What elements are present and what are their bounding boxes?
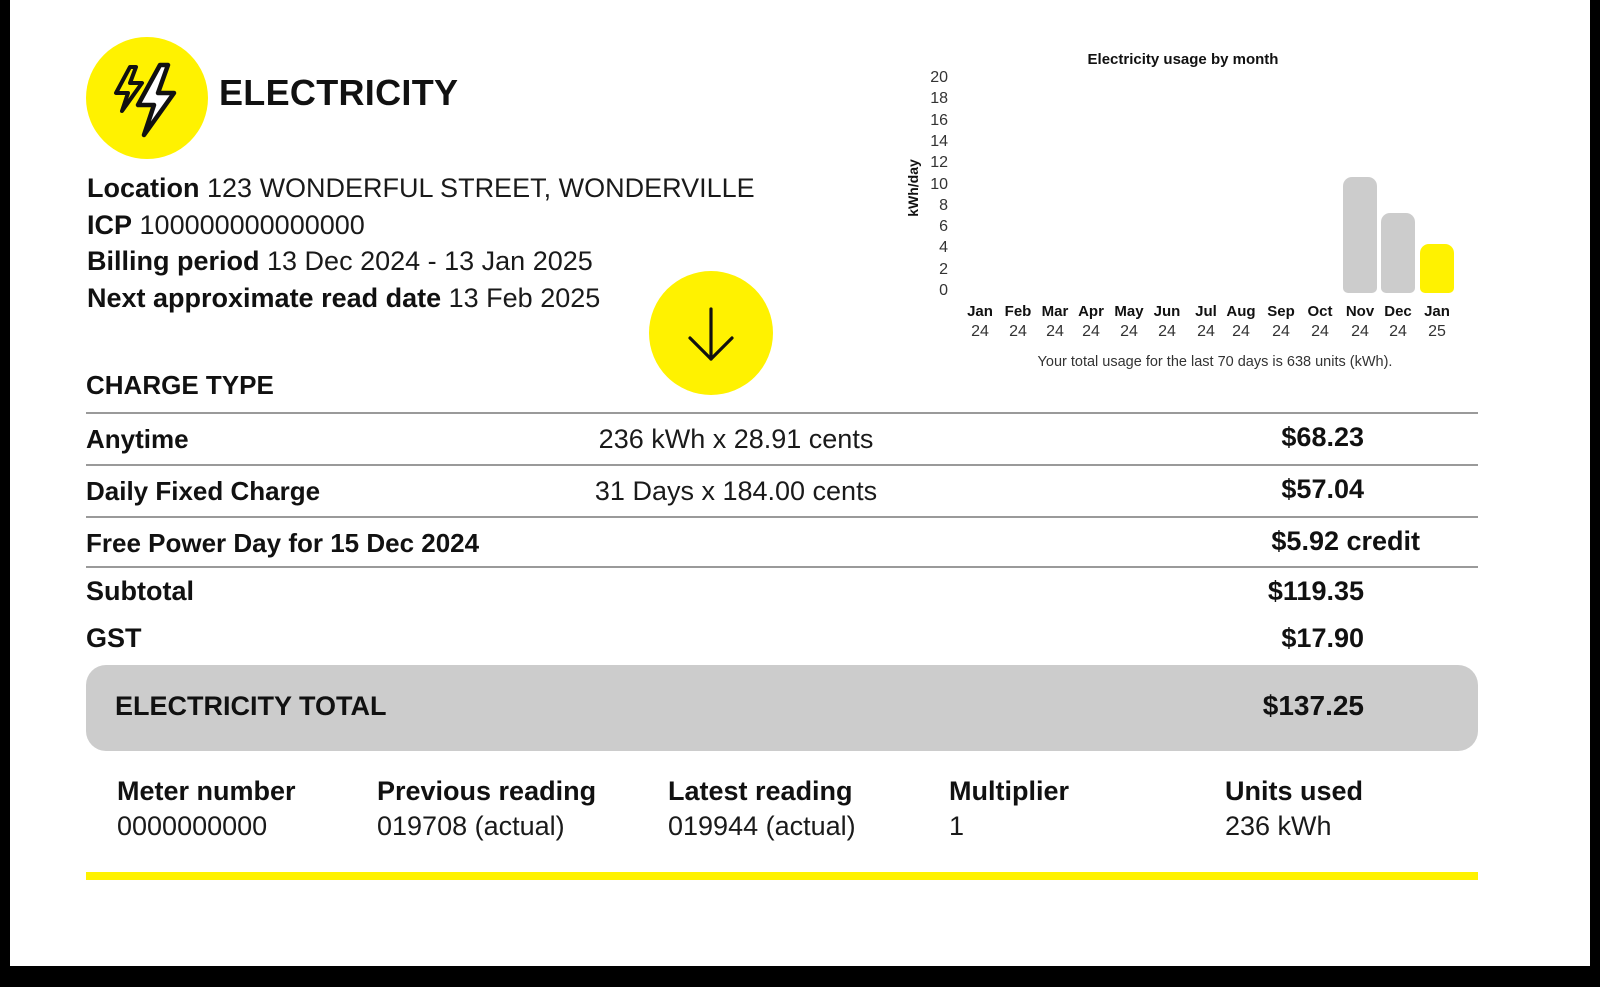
- y-tick: 2: [939, 260, 948, 278]
- electricity-logo: [86, 37, 208, 159]
- meter-value: 0000000000: [117, 811, 268, 841]
- charge-name: Daily Fixed Charge: [86, 476, 321, 506]
- meter-value: 019708 (actual): [377, 811, 565, 841]
- total-amount: $137.25: [1262, 690, 1364, 721]
- x-tick-label: Nov 24: [1345, 303, 1375, 340]
- charge-row-anytime: [86, 412, 1478, 464]
- charge-name: Free Power Day for 15 Dec 2024: [86, 528, 480, 558]
- usage-summary-note: Your total usage for the last 70 days is 638 units (kWh).: [1037, 354, 1393, 370]
- electricity-total-bar: [86, 665, 1478, 751]
- x-tick-label: Jul 24: [1195, 303, 1217, 340]
- detail-label: Billing period: [87, 246, 260, 277]
- charge-amount: $68.23: [1281, 422, 1364, 452]
- detail-label: Location: [87, 173, 200, 203]
- gst-row: [86, 615, 1478, 662]
- y-tick: 8: [939, 196, 948, 214]
- x-tick-label: Apr 24: [1078, 303, 1104, 340]
- section-divider: [86, 872, 1478, 880]
- y-tick: 6: [939, 218, 948, 236]
- detail-label: Next approximate read date: [87, 283, 442, 314]
- detail-icp: [87, 207, 755, 244]
- multiplier: [949, 776, 1069, 842]
- charge-calc: 31 Days x 184.00 cents: [594, 476, 878, 506]
- charge-amount: $57.04: [1281, 474, 1364, 504]
- previous-reading: [377, 776, 596, 842]
- x-tick-label: Jan 25: [1424, 303, 1450, 340]
- meter-readings: [117, 776, 1417, 856]
- charge-row-daily-fixed: [86, 464, 1478, 516]
- charge-name: Anytime: [86, 424, 189, 454]
- meter-label: Multiplier: [949, 776, 1069, 806]
- meter-label: Meter number: [117, 776, 296, 806]
- charge-amount: $5.92 credit: [1271, 526, 1420, 556]
- y-tick: 18: [930, 90, 948, 108]
- subtotal-row: [86, 568, 1478, 615]
- y-tick: 16: [930, 111, 948, 129]
- electricity-bill-section: [10, 0, 1590, 966]
- lightning-bolt-icon: [108, 61, 188, 139]
- usage-chart: [880, 40, 1480, 380]
- detail-value: 100000000000000: [139, 209, 365, 240]
- meter-number: [117, 776, 296, 842]
- total-label: ELECTRICITY TOTAL: [115, 691, 387, 721]
- account-details: [87, 170, 755, 317]
- meter-value: 019944 (actual): [668, 811, 856, 841]
- x-tick-label: Jun 24: [1153, 303, 1181, 340]
- meter-label: Previous reading: [377, 776, 597, 806]
- subtotal-amount: $119.35: [1267, 576, 1364, 606]
- section-title: ELECTRICITY: [219, 72, 459, 113]
- gst-amount: $17.90: [1281, 623, 1364, 653]
- x-axis-labels: [960, 302, 1460, 346]
- y-tick: 0: [939, 282, 948, 299]
- detail-value: 123 WONDERFUL STREET, WONDERVILLE: [207, 173, 755, 203]
- charges-header: CHARGE TYPE: [86, 370, 274, 400]
- arrow-down-icon: [683, 307, 739, 363]
- detail-location: [87, 170, 755, 207]
- gst-label: GST: [86, 623, 142, 653]
- meter-value: 236 kWh: [1225, 811, 1332, 841]
- charge-calc: 236 kWh x 28.91 cents: [598, 424, 874, 454]
- latest-reading: [668, 776, 856, 842]
- x-tick-label: Dec 24: [1384, 303, 1412, 340]
- y-axis-label: kWh/day: [905, 159, 921, 217]
- usage-bar: [1381, 213, 1415, 293]
- charge-row-free-power-day: [86, 516, 1478, 568]
- subtotal-label: Subtotal: [86, 576, 194, 606]
- x-tick-label: Oct 24: [1307, 303, 1333, 340]
- meter-label: Latest reading: [668, 776, 853, 806]
- x-tick-label: Sep 24: [1267, 303, 1295, 340]
- x-tick-label: Mar 24: [1041, 303, 1069, 340]
- x-tick-label: Feb 24: [1004, 303, 1032, 340]
- charges-table: [86, 366, 1478, 662]
- detail-label: ICP: [87, 209, 133, 240]
- y-tick: 14: [930, 132, 948, 150]
- detail-billing-period: [87, 243, 755, 280]
- chart-plot-area: [960, 80, 1460, 293]
- y-tick: 12: [930, 154, 948, 172]
- usage-bar: [1420, 244, 1454, 293]
- units-used: [1225, 776, 1363, 842]
- x-tick-label: Jan 24: [967, 303, 993, 340]
- y-tick: 10: [930, 175, 948, 193]
- detail-value: 13 Feb 2025: [448, 283, 601, 314]
- meter-value: 1: [949, 811, 965, 841]
- y-tick: 20: [930, 69, 948, 86]
- usage-bar: [1343, 177, 1377, 293]
- chart-title: Electricity usage by month: [1087, 51, 1279, 68]
- meter-label: Units used: [1225, 776, 1364, 806]
- x-tick-label: May 24: [1114, 303, 1144, 340]
- y-tick: 4: [939, 239, 948, 257]
- x-tick-label: Aug 24: [1226, 303, 1256, 340]
- detail-value: 13 Dec 2024 - 13 Jan 2025: [267, 246, 593, 277]
